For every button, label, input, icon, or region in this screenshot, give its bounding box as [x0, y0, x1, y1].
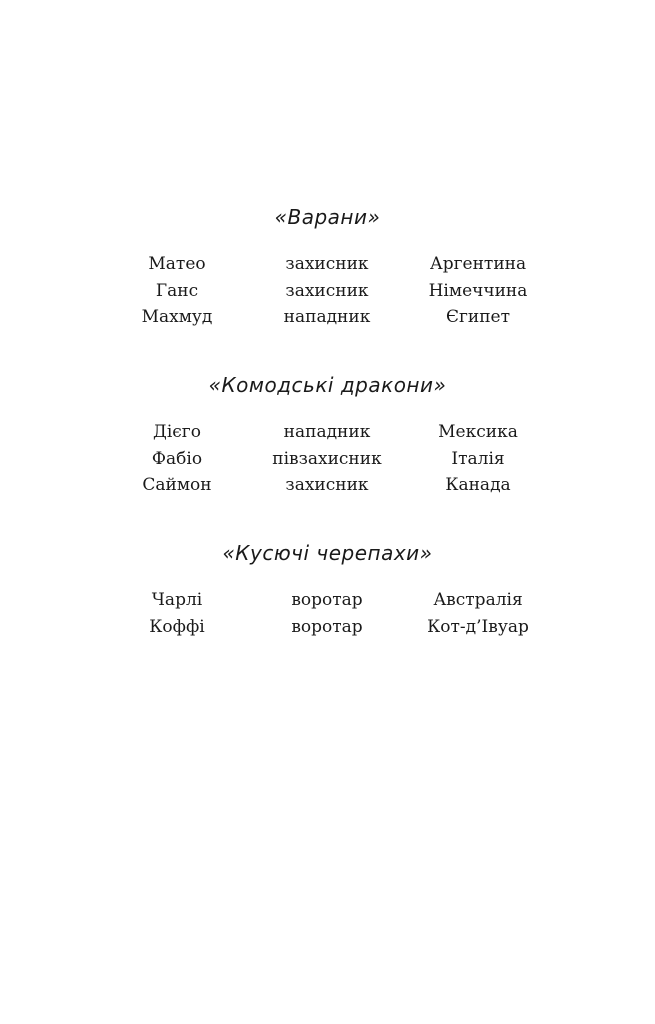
player-position: захисник: [285, 475, 369, 495]
player-row: [0, 251, 655, 278]
player-row: [0, 446, 655, 473]
player-name: Матео: [148, 254, 206, 274]
player-country: Австралія: [433, 590, 523, 610]
player-position: воротар: [291, 616, 363, 637]
team-section-varany: [0, 205, 655, 331]
player-country: Аргентина: [429, 254, 527, 274]
player-position: півзахисник: [272, 448, 382, 469]
player-country: Італія: [451, 448, 505, 469]
player-row: [0, 614, 655, 641]
player-position: нападник: [283, 307, 371, 327]
player-row: [0, 472, 655, 499]
player-name: Чарлі: [151, 590, 203, 610]
team-roster: [0, 251, 655, 331]
player-country: Кот-д’Івуар: [427, 616, 529, 637]
player-row: [0, 304, 655, 331]
team-title: «Комодські дракони»: [208, 373, 447, 397]
team-roster: [0, 587, 655, 640]
player-name: Ганс: [155, 280, 199, 301]
player-country: Мексика: [438, 422, 518, 442]
team-roster: [0, 419, 655, 499]
player-position: захисник: [285, 280, 369, 301]
player-position: воротар: [291, 590, 363, 610]
player-country: Єгипет: [445, 307, 511, 327]
player-row: [0, 419, 655, 446]
team-title: «Кусючі черепахи»: [222, 541, 433, 565]
player-name: Махмуд: [141, 307, 213, 327]
player-country: Німеччина: [428, 280, 528, 301]
team-section-komodo-dragons: [0, 373, 655, 499]
player-name: Саймон: [142, 475, 212, 495]
player-row: [0, 587, 655, 614]
player-position: нападник: [283, 422, 371, 442]
player-name: Дієго: [153, 422, 201, 442]
team-section-biting-turtles: [0, 541, 655, 640]
player-country: Канада: [445, 475, 511, 495]
player-row: [0, 278, 655, 305]
team-title: «Варани»: [274, 205, 381, 229]
player-name: Коффі: [149, 616, 205, 637]
player-position: захисник: [285, 254, 369, 274]
player-name: Фабіо: [151, 448, 203, 469]
